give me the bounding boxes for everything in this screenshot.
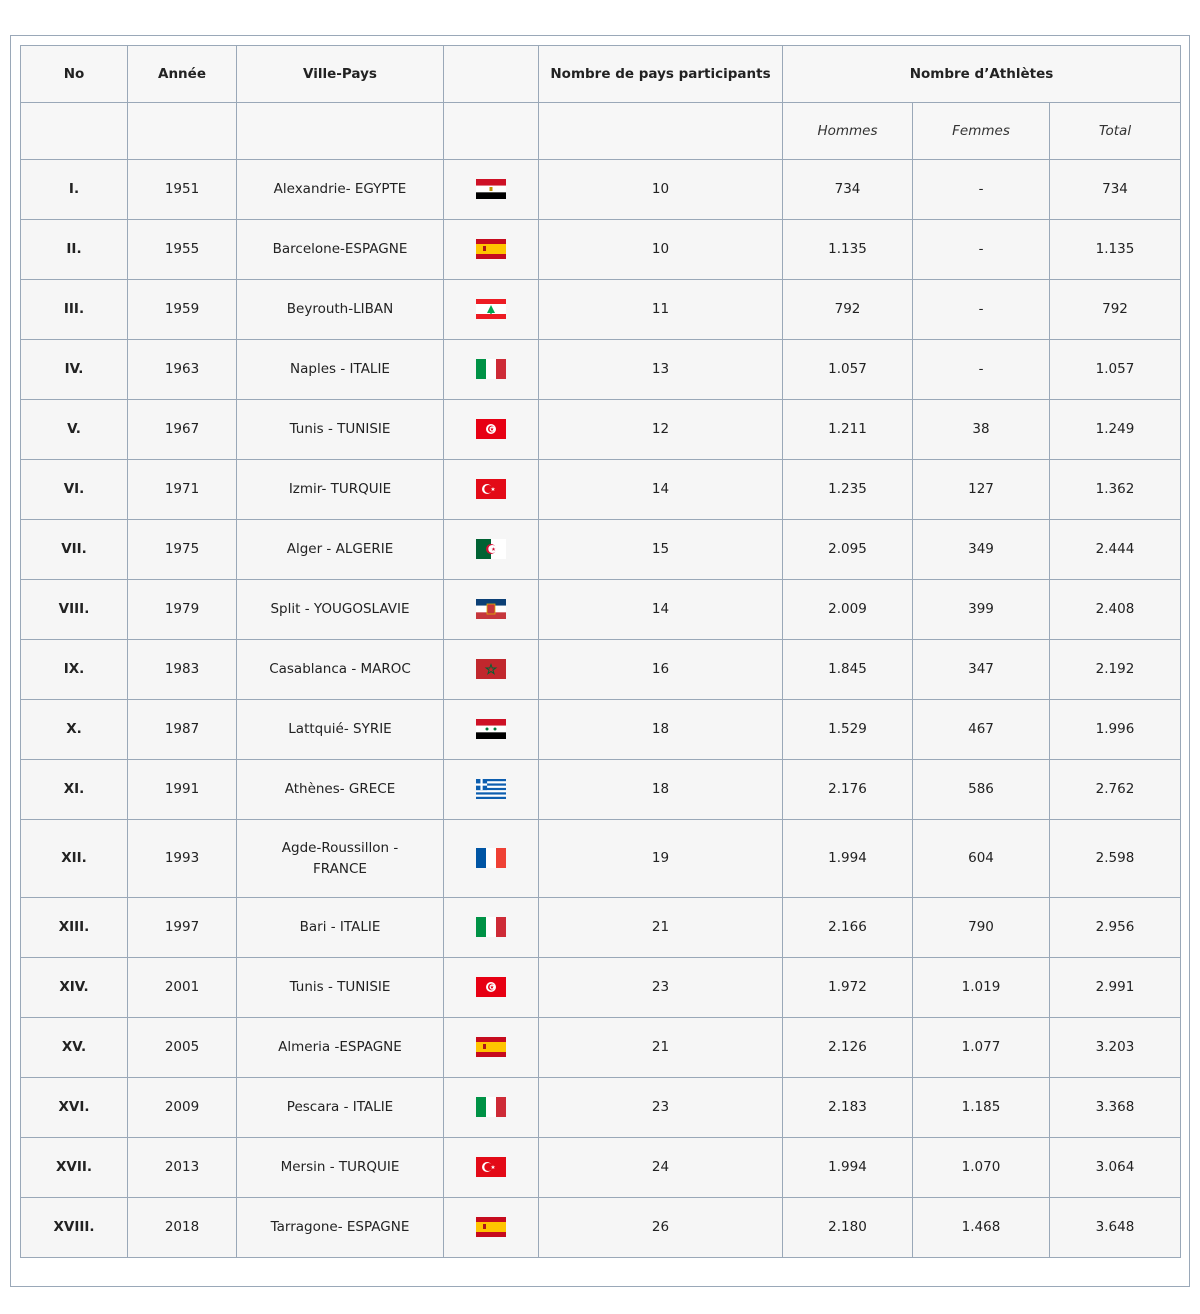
cell-total: 1.249 <box>1050 400 1181 460</box>
cell-hommes: 2.166 <box>783 898 913 958</box>
cell-nb-pays: 21 <box>539 898 783 958</box>
algeria-flag-icon <box>476 539 506 559</box>
cell-nb-pays: 19 <box>539 820 783 898</box>
cell-total: 1.135 <box>1050 220 1181 280</box>
cell-hommes: 1.529 <box>783 700 913 760</box>
tunisia-flag-icon <box>476 977 506 997</box>
cell-nb-pays: 13 <box>539 340 783 400</box>
cell-total: 792 <box>1050 280 1181 340</box>
cell-ville-pays: Tunis - TUNISIE <box>237 958 444 1018</box>
table-row <box>21 280 1181 340</box>
cell-annee: 2005 <box>128 1018 237 1078</box>
cell-annee: 1991 <box>128 760 237 820</box>
cell-annee: 2013 <box>128 1138 237 1198</box>
cell-flag <box>444 520 539 580</box>
cell-nb-pays: 11 <box>539 280 783 340</box>
cell-ville-pays: Izmir- TURQUIE <box>237 460 444 520</box>
lebanon-flag-icon <box>476 299 506 319</box>
cell-no: XI. <box>21 760 128 820</box>
cell-nb-pays: 12 <box>539 400 783 460</box>
cell-no: IX. <box>21 640 128 700</box>
turkey-flag-icon <box>476 479 506 499</box>
header-no: No <box>21 46 128 103</box>
cell-femmes: 347 <box>913 640 1050 700</box>
cell-no: X. <box>21 700 128 760</box>
cell-nb-pays: 23 <box>539 958 783 1018</box>
cell-annee: 1975 <box>128 520 237 580</box>
cell-femmes: 1.185 <box>913 1078 1050 1138</box>
cell-femmes: - <box>913 280 1050 340</box>
spain-flag-icon <box>476 1037 506 1057</box>
subheader-total: Total <box>1050 103 1181 160</box>
cell-no: XII. <box>21 820 128 898</box>
cell-hommes: 1.994 <box>783 1138 913 1198</box>
turkey-flag-icon <box>476 1157 506 1177</box>
cell-ville-pays: Split - YOUGOSLAVIE <box>237 580 444 640</box>
table-row <box>21 1138 1181 1198</box>
italy-flag-icon <box>476 359 506 379</box>
header-nb-athletes: Nombre d’Athlètes <box>783 46 1181 103</box>
cell-no: VIII. <box>21 580 128 640</box>
cell-annee: 1971 <box>128 460 237 520</box>
cell-annee: 1983 <box>128 640 237 700</box>
cell-annee: 1987 <box>128 700 237 760</box>
cell-no: XIII. <box>21 898 128 958</box>
yugoslavia-flag-icon <box>476 599 506 619</box>
cell-hommes: 2.009 <box>783 580 913 640</box>
spain-flag-icon <box>476 239 506 259</box>
cell-no: I. <box>21 160 128 220</box>
subheader-empty <box>237 103 444 160</box>
cell-nb-pays: 16 <box>539 640 783 700</box>
table-row <box>21 820 1181 898</box>
cell-ville-pays: Alexandrie- EGYPTE <box>237 160 444 220</box>
cell-annee: 2018 <box>128 1198 237 1258</box>
cell-no: II. <box>21 220 128 280</box>
cell-flag <box>444 898 539 958</box>
table-row <box>21 898 1181 958</box>
subheader-empty <box>128 103 237 160</box>
cell-no: VI. <box>21 460 128 520</box>
cell-femmes: 467 <box>913 700 1050 760</box>
cell-flag <box>444 460 539 520</box>
subheader-empty <box>21 103 128 160</box>
cell-ville-pays: Casablanca - MAROC <box>237 640 444 700</box>
cell-total: 3.203 <box>1050 1018 1181 1078</box>
table-row <box>21 520 1181 580</box>
table-row <box>21 1078 1181 1138</box>
cell-nb-pays: 10 <box>539 220 783 280</box>
subheader-hommes: Hommes <box>783 103 913 160</box>
cell-femmes: 1.468 <box>913 1198 1050 1258</box>
cell-flag <box>444 340 539 400</box>
cell-femmes: 127 <box>913 460 1050 520</box>
cell-hommes: 1.057 <box>783 340 913 400</box>
table-row <box>21 640 1181 700</box>
cell-hommes: 1.135 <box>783 220 913 280</box>
cell-annee: 1967 <box>128 400 237 460</box>
cell-flag <box>444 220 539 280</box>
cell-nb-pays: 18 <box>539 700 783 760</box>
cell-ville-pays: Mersin - TURQUIE <box>237 1138 444 1198</box>
cell-ville-pays: Bari - ITALIE <box>237 898 444 958</box>
table-row <box>21 1198 1181 1258</box>
morocco-flag-icon <box>476 659 506 679</box>
cell-no: XVI. <box>21 1078 128 1138</box>
cell-ville-pays: Naples - ITALIE <box>237 340 444 400</box>
cell-total: 2.956 <box>1050 898 1181 958</box>
cell-femmes: 349 <box>913 520 1050 580</box>
table-row <box>21 700 1181 760</box>
cell-ville-pays: Tunis - TUNISIE <box>237 400 444 460</box>
cell-nb-pays: 14 <box>539 580 783 640</box>
cell-femmes: - <box>913 340 1050 400</box>
cell-nb-pays: 14 <box>539 460 783 520</box>
cell-no: V. <box>21 400 128 460</box>
cell-ville-pays: Athènes- GRECE <box>237 760 444 820</box>
table-row <box>21 460 1181 520</box>
cell-total: 3.064 <box>1050 1138 1181 1198</box>
tunisia-flag-icon <box>476 419 506 439</box>
spain-flag-icon <box>476 1217 506 1237</box>
cell-flag <box>444 760 539 820</box>
cell-no: XIV. <box>21 958 128 1018</box>
italy-flag-icon <box>476 1097 506 1117</box>
cell-ville-pays: Alger - ALGERIE <box>237 520 444 580</box>
cell-no: XVIII. <box>21 1198 128 1258</box>
table-row <box>21 958 1181 1018</box>
header-annee: Année <box>128 46 237 103</box>
cell-annee: 1979 <box>128 580 237 640</box>
cell-nb-pays: 21 <box>539 1018 783 1078</box>
cell-hommes: 734 <box>783 160 913 220</box>
cell-nb-pays: 10 <box>539 160 783 220</box>
cell-annee: 2001 <box>128 958 237 1018</box>
cell-femmes: 38 <box>913 400 1050 460</box>
cell-no: XV. <box>21 1018 128 1078</box>
cell-no: XVII. <box>21 1138 128 1198</box>
cell-hommes: 2.176 <box>783 760 913 820</box>
cell-total: 2.991 <box>1050 958 1181 1018</box>
greece-flag-icon <box>476 779 506 799</box>
subheader-empty <box>539 103 783 160</box>
cell-annee: 1951 <box>128 160 237 220</box>
cell-femmes: 1.019 <box>913 958 1050 1018</box>
cell-flag <box>444 700 539 760</box>
cell-no: VII. <box>21 520 128 580</box>
subheader-row <box>21 103 1181 160</box>
header-nb-pays: Nombre de pays participants <box>539 46 783 103</box>
cell-ville-pays: Lattquié- SYRIE <box>237 700 444 760</box>
cell-femmes: 790 <box>913 898 1050 958</box>
cell-flag <box>444 1078 539 1138</box>
cell-total: 2.762 <box>1050 760 1181 820</box>
cell-femmes: 1.077 <box>913 1018 1050 1078</box>
cell-flag <box>444 1198 539 1258</box>
cell-no: III. <box>21 280 128 340</box>
cell-total: 3.648 <box>1050 1198 1181 1258</box>
cell-annee: 1997 <box>128 898 237 958</box>
egypt-flag-icon <box>476 179 506 199</box>
cell-total: 3.368 <box>1050 1078 1181 1138</box>
cell-flag <box>444 160 539 220</box>
table-row <box>21 1018 1181 1078</box>
cell-flag <box>444 640 539 700</box>
cell-total: 2.444 <box>1050 520 1181 580</box>
cell-hommes: 2.183 <box>783 1078 913 1138</box>
france-flag-icon <box>476 848 506 868</box>
cell-flag <box>444 1138 539 1198</box>
cell-hommes: 2.126 <box>783 1018 913 1078</box>
cell-femmes: 1.070 <box>913 1138 1050 1198</box>
table-row <box>21 760 1181 820</box>
cell-nb-pays: 26 <box>539 1198 783 1258</box>
cell-ville-pays: Pescara - ITALIE <box>237 1078 444 1138</box>
table-row <box>21 340 1181 400</box>
header-row <box>21 46 1181 103</box>
cell-flag <box>444 280 539 340</box>
cell-total: 1.996 <box>1050 700 1181 760</box>
table-row <box>21 400 1181 460</box>
subheader-femmes: Femmes <box>913 103 1050 160</box>
cell-total: 1.057 <box>1050 340 1181 400</box>
cell-nb-pays: 15 <box>539 520 783 580</box>
cell-nb-pays: 18 <box>539 760 783 820</box>
cell-total: 1.362 <box>1050 460 1181 520</box>
mediterranean-games-table <box>20 45 1181 1258</box>
cell-hommes: 1.845 <box>783 640 913 700</box>
cell-femmes: - <box>913 220 1050 280</box>
table-row <box>21 220 1181 280</box>
subheader-empty <box>444 103 539 160</box>
cell-flag <box>444 1018 539 1078</box>
header-flag <box>444 46 539 103</box>
cell-ville-pays: Almeria -ESPAGNE <box>237 1018 444 1078</box>
cell-femmes: 586 <box>913 760 1050 820</box>
cell-hommes: 1.994 <box>783 820 913 898</box>
cell-ville-pays: Barcelone-ESPAGNE <box>237 220 444 280</box>
cell-ville-pays: Beyrouth-LIBAN <box>237 280 444 340</box>
syria-flag-icon <box>476 719 506 739</box>
cell-hommes: 1.211 <box>783 400 913 460</box>
cell-annee: 1993 <box>128 820 237 898</box>
cell-femmes: - <box>913 160 1050 220</box>
cell-nb-pays: 24 <box>539 1138 783 1198</box>
cell-total: 2.408 <box>1050 580 1181 640</box>
cell-flag <box>444 958 539 1018</box>
cell-nb-pays: 23 <box>539 1078 783 1138</box>
cell-femmes: 399 <box>913 580 1050 640</box>
cell-annee: 1959 <box>128 280 237 340</box>
cell-hommes: 1.972 <box>783 958 913 1018</box>
cell-total: 734 <box>1050 160 1181 220</box>
cell-ville-pays: Tarragone- ESPAGNE <box>237 1198 444 1258</box>
cell-ville-pays: Agde-Roussillon - FRANCE <box>237 820 444 898</box>
cell-flag <box>444 820 539 898</box>
italy-flag-icon <box>476 917 506 937</box>
cell-flag <box>444 580 539 640</box>
cell-hommes: 2.180 <box>783 1198 913 1258</box>
cell-no: IV. <box>21 340 128 400</box>
cell-femmes: 604 <box>913 820 1050 898</box>
cell-annee: 2009 <box>128 1078 237 1138</box>
table-row <box>21 160 1181 220</box>
header-ville-pays: Ville-Pays <box>237 46 444 103</box>
cell-annee: 1963 <box>128 340 237 400</box>
cell-flag <box>444 400 539 460</box>
cell-hommes: 792 <box>783 280 913 340</box>
cell-annee: 1955 <box>128 220 237 280</box>
cell-hommes: 2.095 <box>783 520 913 580</box>
cell-total: 2.598 <box>1050 820 1181 898</box>
cell-hommes: 1.235 <box>783 460 913 520</box>
cell-total: 2.192 <box>1050 640 1181 700</box>
table-row <box>21 580 1181 640</box>
